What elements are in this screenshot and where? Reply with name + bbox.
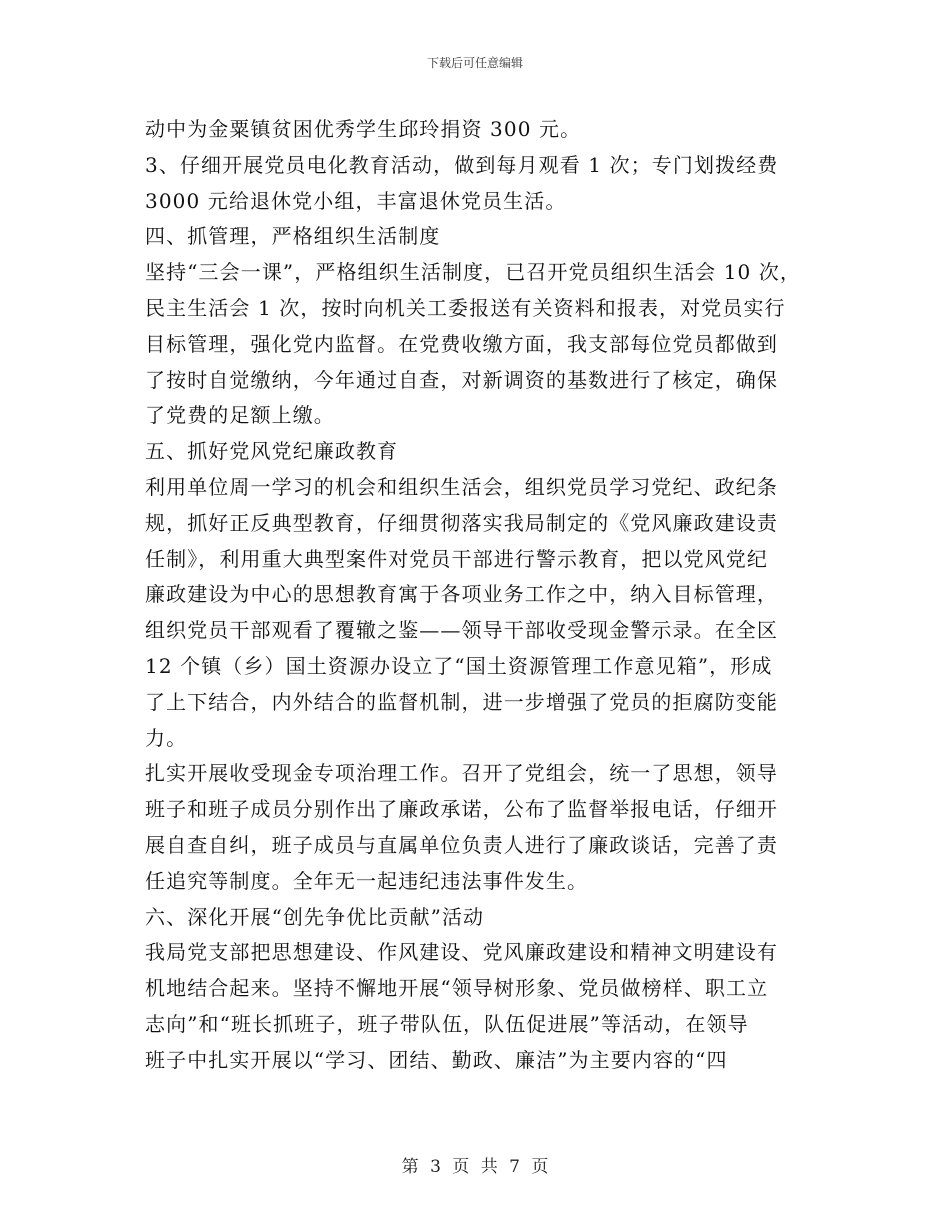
page-footer: 第 3 页 共 7 页 [401, 1157, 549, 1177]
text-line: 展自查自纠，班子成员与直属单位负责人进行了廉政谈话，完善了责 [145, 832, 778, 857]
text-line: 3000 元给退休党小组，丰富退休党员生活。 [145, 188, 567, 213]
text-line: 机地结合起来。坚持不懈地开展“领导树形象、党员做榜样、职工立 [145, 976, 769, 1001]
text-line: 力。 [145, 725, 188, 750]
text-line: 目标管理，强化党内监督。在党费收缴方面，我支部每位党员都做到 [145, 331, 778, 356]
text-line: 了上下结合，内外结合的监督机制，进一步增强了党员的拒腐防变能 [145, 689, 778, 714]
text-line: 班子和班子成员分别作出了廉政承诺，公布了监督举报电话，仔细开 [145, 797, 778, 822]
text-line: 规，抓好正反典型教育，仔细贯彻落实我局制定的《党风廉政建设责 [145, 510, 778, 535]
page-header: 下载后可任意编辑 [426, 56, 523, 70]
text-line: 扎实开展收受现金专项治理工作。召开了党组会，统一了思想，领导 [145, 761, 778, 786]
text-line: 班子中扎实开展以“学习、团结、勤政、廉洁”为主要内容的“四 [145, 1047, 728, 1072]
section-heading: 四、抓管理，严格组织生活制度 [145, 224, 441, 249]
text-line: 了按时自觉缴纳，今年通过自查，对新调资的基数进行了核定，确保 [145, 367, 778, 392]
text-line: 任制》，利用重大典型案件对党员干部进行警示教育，把以党风党纪 [145, 546, 768, 571]
text-line: 动中为金粟镇贫困优秀学生邱玲捐资 300 元。 [145, 117, 582, 141]
text-line: 坚持“三会一课”，严格组织生活制度，已召开党员组织生活会 10 次， [145, 260, 802, 285]
text-line: 3、仔细开展党员电化教育活动，做到每月观看 1 次；专门划拨经费 [145, 152, 779, 177]
text-line: 12 个镇（乡）国土资源办设立了“国土资源管理工作意见箱”，形成 [145, 653, 773, 678]
document-body [145, 112, 835, 1079]
text-line: 利用单位周一学习的机会和组织生活会，组织党员学习党纪、政纪条 [145, 474, 778, 499]
text-line: 志向”和“班长抓班子，班子带队伍，队伍促进展”等活动，在领导 [145, 1011, 749, 1036]
text-line: 我局党支部把思想建设、作风建设、党风廉政建设和精神文明建设有 [145, 940, 778, 965]
text-line: 廉政建设为中心的思想教育寓于各项业务工作之中，纳入目标管理， [145, 582, 778, 607]
text-line: 组织党员干部观看了覆辙之鉴——领导干部收受现金警示录。在全区 [145, 618, 778, 643]
section-heading: 六、深化开展“创先争优比贡献”活动 [145, 904, 485, 929]
text-line: 民主生活会 1 次，按时向机关工委报送有关资料和报表，对党员实行 [145, 295, 786, 320]
section-heading: 五、抓好党风党纪廉政教育 [145, 439, 399, 464]
text-line: 任追究等制度。全年无一起违纪违法事件发生。 [145, 868, 589, 893]
text-line: 了党费的足额上缴。 [145, 403, 335, 428]
